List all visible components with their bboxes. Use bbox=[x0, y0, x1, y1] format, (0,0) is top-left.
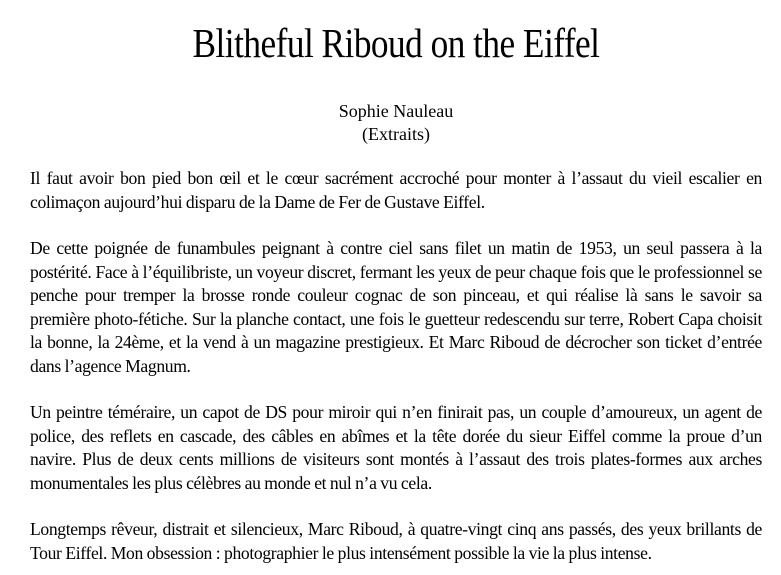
paragraph: Il faut avoir bon pied bon œil et le cœur sacrément accroché pour monter à l’assaut du vieil escalier en colimaçon aujourd’hui disparu de la Dame de Fer de Gustave Eiffel. bbox=[30, 168, 762, 212]
paragraph: De cette poignée de funambules peignant à contre ciel sans filet un matin de 1953, un seul passera à la postérité. Face à l’équilibriste, un voyeur discret, fermant les yeux de peur chaque fois que le professionnel se penche pour tremper la brosse ronde couleur cognac de son pinceau, et qui réalise là sans le savoir sa première photo-fétiche. Sur la planche contact, une fois le guetteur redescendu sur terre, Robert Capa choisit la bonne, la 24ème, et la vend à un magazine prestigieux. Et Marc Riboud de décrocher son ticket d’entrée dans l’agence Magnum. bbox=[30, 238, 762, 376]
paragraph: Longtemps rêveur, distrait et silencieux, Marc Riboud, à quatre-vingt cinq ans passés, des yeux brillants de Tour Eiffel. Mon obsession : photographier le plus intensément possible la vie la plus intense. bbox=[30, 519, 762, 563]
document-body bbox=[30, 167, 762, 565]
byline bbox=[30, 100, 762, 146]
document-subtitle: (Extraits) bbox=[362, 124, 430, 144]
author-name: Sophie Nauleau bbox=[338, 101, 454, 121]
paragraph: Un peintre téméraire, un capot de DS pour miroir qui n’en finirait pas, un couple d’amoureux, un agent de police, des reflets en cascade, des câbles en abîmes et la tête dorée du sieur Eiffel comme la proue d’un navire. Plus de deux cents millions de visiteurs sont montés à l’assaut des trois plates-formes aux arches monumentales les plus célèbres au monde et nul n’a vu cela. bbox=[30, 402, 762, 493]
document-title: Blitheful Riboud on the Eiffel bbox=[192, 20, 600, 66]
